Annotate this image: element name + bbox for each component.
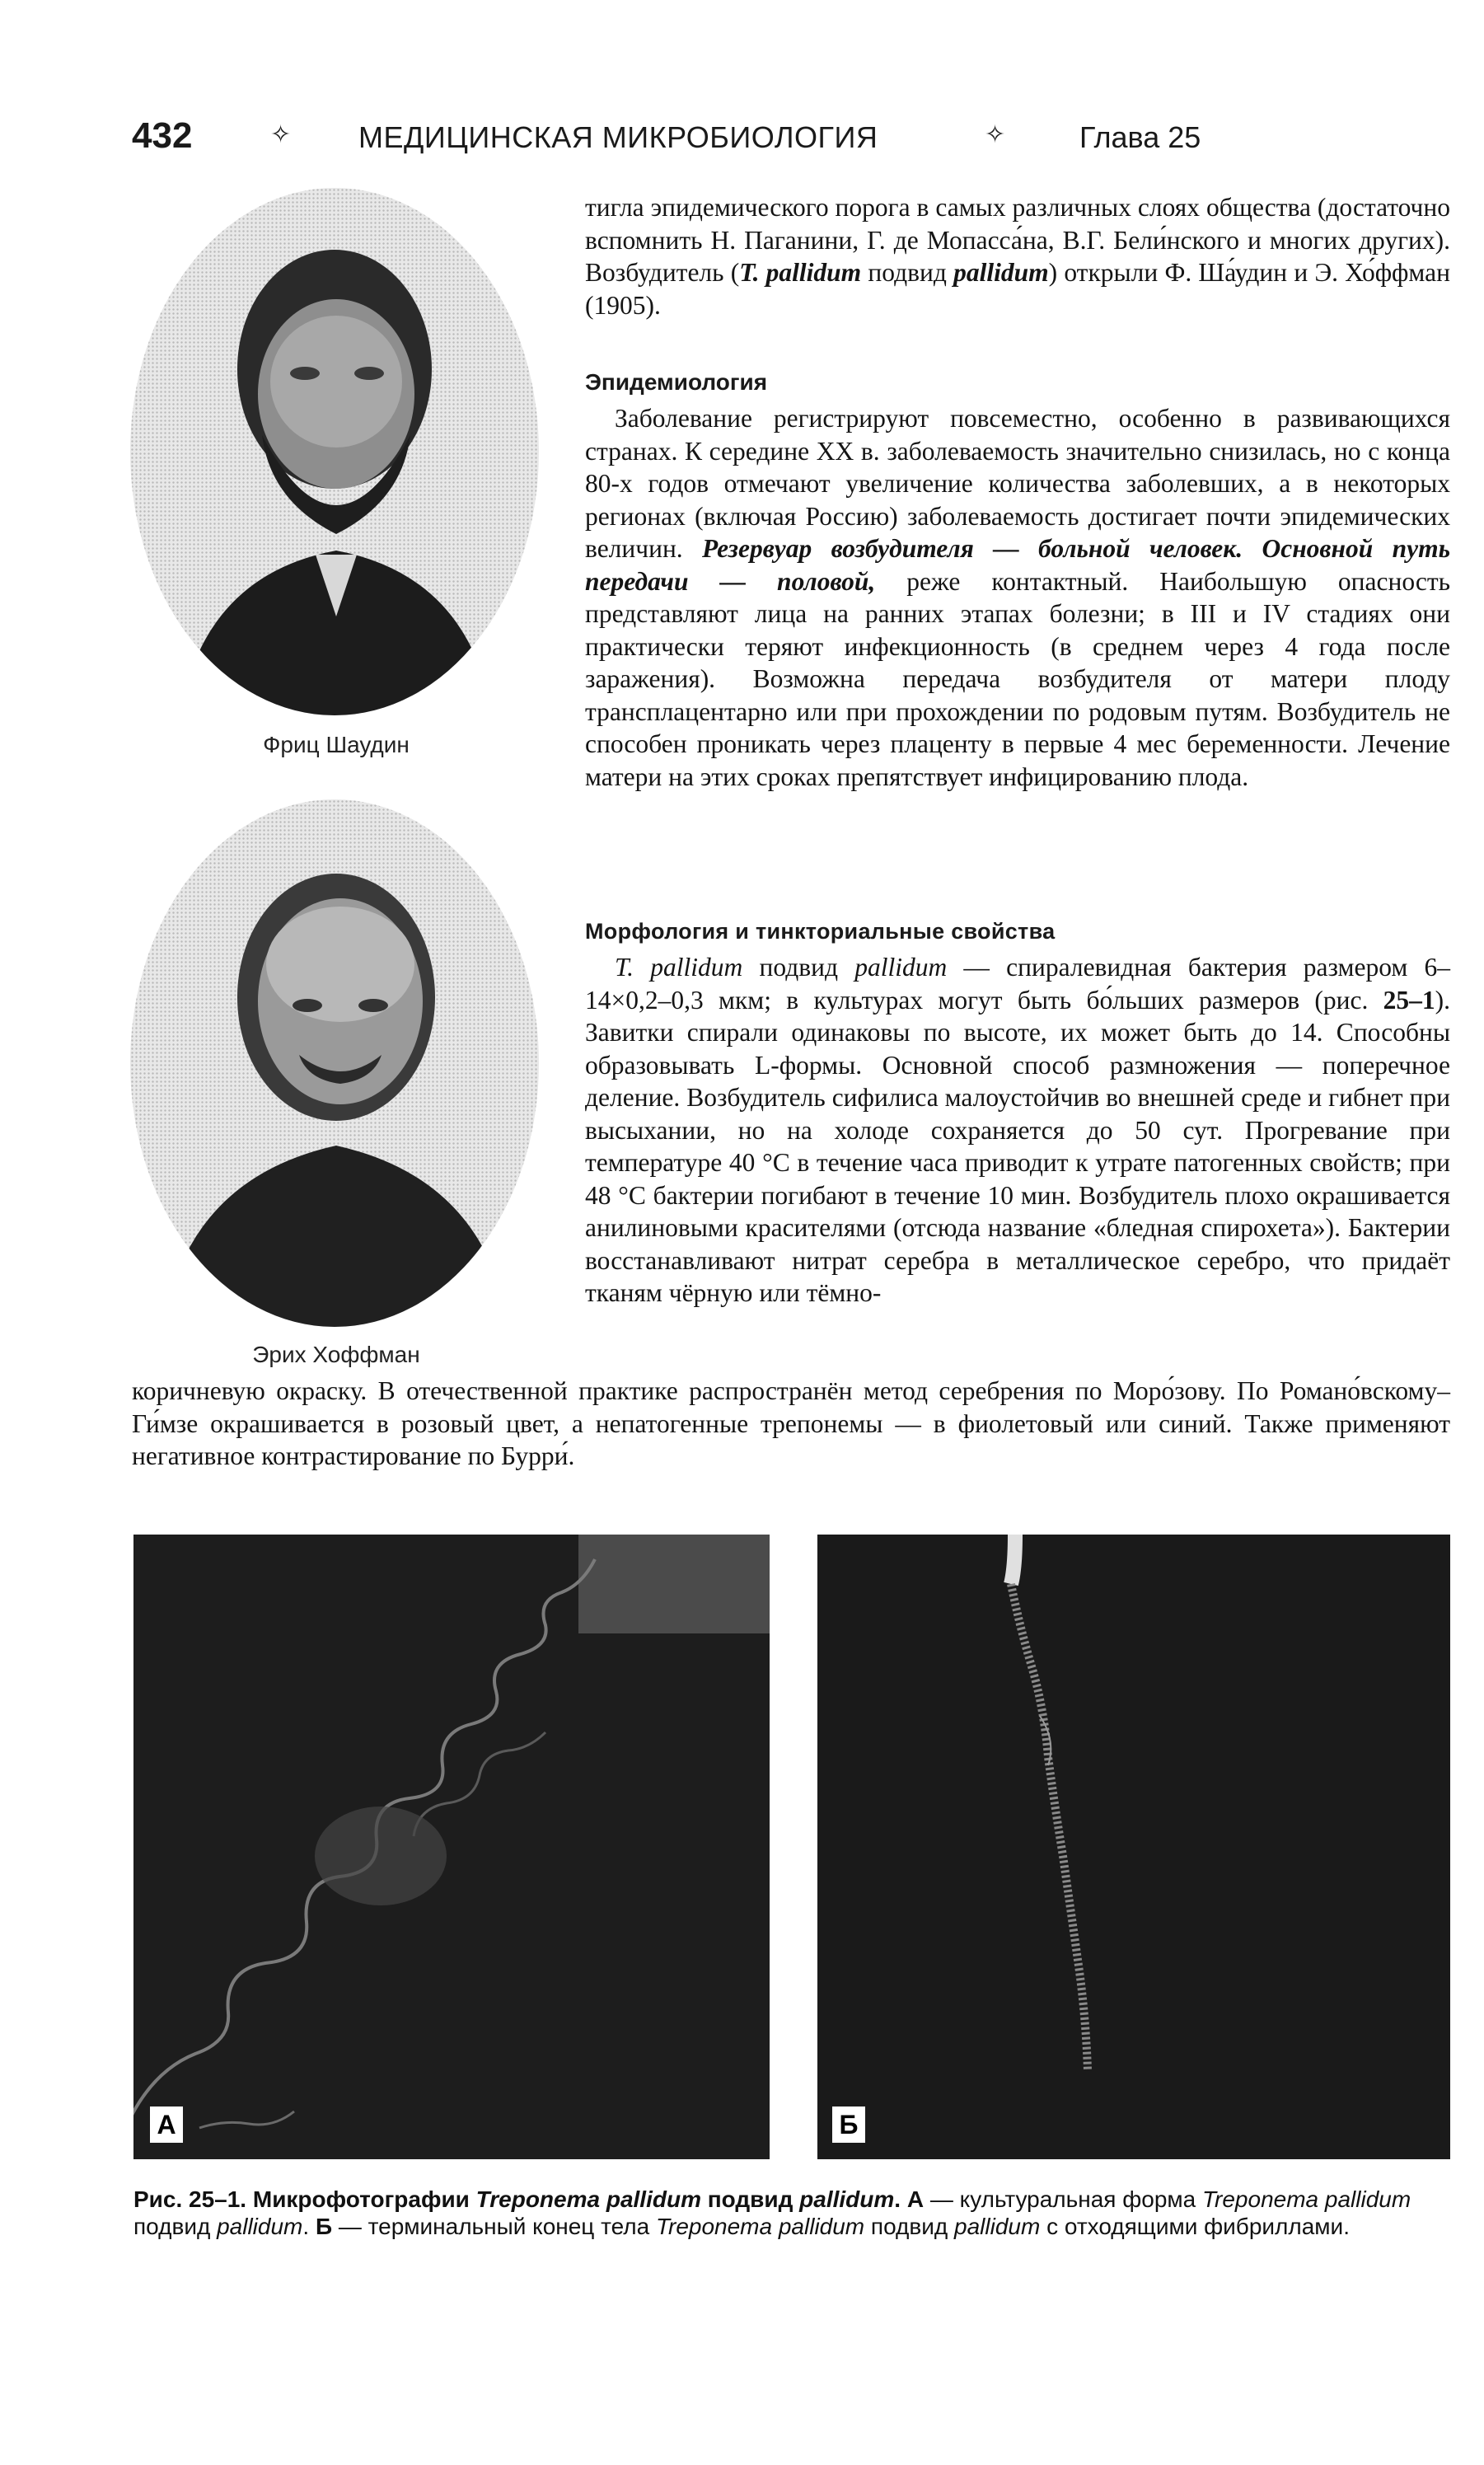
species-name: T. pallidum — [739, 258, 862, 287]
morphology-paragraph — [585, 951, 1450, 1310]
portrait-schaudinn — [130, 188, 539, 715]
spirochete-terminal-image — [817, 1535, 1450, 2159]
text-run: — культуральная форма — [924, 2186, 1202, 2212]
spirochete-culture-image — [133, 1535, 770, 2159]
portrait-caption: Фриц Шаудин — [263, 732, 410, 757]
species-name: T. pallidum — [615, 953, 743, 982]
text-run: тигла эпидемического порога в самых различных слоях общества (достаточно вспомнить Н. Паганини, Г. де Мопасса́на, В.Г. Бели́нского и многих других). Возбудитель ( — [585, 193, 1450, 287]
panel-label-a: А — [150, 2106, 183, 2143]
text-run: с отходящими фибриллами. — [1040, 2214, 1350, 2239]
text-run: ). Завитки спирали одинаковы по высоте, их может быть до 14. Способны образовывать L-формы. Основной способ размножения — поперечное деление. Возбудитель сифилиса малоустойчив во внешней среде и гибнет при высыхании, но на холоде сохраняется до 50 сут. Прогревание при температуре 40 °С в течение часа приводит к утрате патогенных свойств; при 48 °С бактерии погибают в течение 10 мин. Возбудитель плохо окрашивается анилиновыми красителями (отсюда название «бледная спирохета»). Бактерии восстанавливают нитрат серебра в металлическое серебро, что придаёт тканям чёрную или тёмно- — [585, 985, 1450, 1307]
separator-icon: ✧ — [985, 121, 1006, 148]
epidemiology-paragraph — [585, 402, 1450, 793]
section-heading-morphology: Морфология и тинкториальные свойства — [585, 919, 1056, 944]
text-run: коричневую окраску. В отечественной практике распространён метод серебрения по Моро́зову. По Романо́вскому–Ги́мзе окрашивается в розовый цвет, а непатогенные трепонемы — в фиолетовый или синий. Также применяют негативное контрастирование по Бурри́. — [132, 1376, 1450, 1470]
text-run: ) открыли Ф. Ша́удин и Э. Хо́ффман (1905). — [585, 258, 1450, 320]
subspecies-name: pallidum — [953, 258, 1049, 287]
text-run: реже контактный. Наибольшую опасность представляют лица на ранних этапах болезни; в III и IV стадиях они практически теряют инфекционность (в среднем через 4 года после заражения). Возможна передача возбудителя от матери плоду трансплацентарно или при прохождении по родовым путям. Возбудитель не способен проникать через плаценту в первые 4 мес беременности. Лечение матери на этих сроках препятствует инфицированию плода. — [585, 566, 1451, 791]
figure-reference: 25–1 — [1383, 985, 1435, 1015]
panel-ref-a: А — [906, 2186, 925, 2212]
species-name: Treponema pallidum — [655, 2214, 865, 2239]
morphology-paragraph-continued — [132, 1375, 1450, 1473]
subspecies-name: pallidum — [217, 2214, 303, 2239]
text-run: подвид — [133, 2214, 218, 2239]
portrait-caption: Эрих Хоффман — [252, 1342, 420, 1367]
running-header — [132, 115, 1450, 165]
subspecies-name: pallidum — [954, 2214, 1041, 2239]
text-run: подвид — [742, 953, 855, 982]
text-run: подвид — [861, 258, 954, 287]
section-heading-epidemiology: Эпидемиология — [585, 369, 768, 395]
portrait-illustration — [130, 799, 539, 1327]
text-run: . — [894, 2186, 907, 2212]
intro-paragraph — [585, 191, 1450, 321]
panel-label-b: Б — [832, 2106, 865, 2143]
running-title: МЕДИЦИНСКАЯ МИКРОБИОЛОГИЯ — [358, 120, 878, 154]
species-name: Treponema pallidum — [475, 2186, 701, 2212]
text-run: подвид — [700, 2186, 800, 2212]
caption-label: Рис. 25–1. Микрофотографии — [133, 2186, 476, 2212]
text-run: . — [302, 2214, 316, 2239]
separator-icon: ✧ — [270, 121, 292, 148]
chapter-label: Глава 25 — [1079, 120, 1201, 154]
text-run: подвид — [864, 2214, 955, 2239]
emphasis-text: Резервуар возбудителя — больной человек. Основной путь передачи — половой, — [585, 534, 1450, 596]
micrograph-b — [817, 1535, 1450, 2159]
text-run: — спиралевидная бактерия размером 6–14×0,2–0,3 мкм; в культурах могут быть бо́льших размеров (рис. — [585, 953, 1450, 1015]
portrait-hoffmann — [130, 799, 539, 1327]
micrograph-a — [133, 1535, 770, 2159]
subspecies-name: pallidum — [854, 953, 948, 982]
subspecies-name: pallidum — [799, 2186, 895, 2212]
species-name: Treponema pallidum — [1202, 2186, 1411, 2212]
panel-ref-b: Б — [315, 2214, 333, 2239]
text-run: Заболевание регистрируют повсеместно, особенно в развивающихся странах. К середине XX в. заболеваемость значительно снизилась, но с конца 80-х годов отмечают увеличение количества заболевших, а в некоторых регионах (включая Россию) заболеваемость достигает почти эпидемических величин. — [585, 404, 1450, 563]
text-run: — терминальный конец тела — [332, 2214, 656, 2239]
figure-caption — [133, 2186, 1450, 2240]
portrait-illustration — [130, 188, 539, 715]
page-number: 432 — [132, 115, 193, 156]
